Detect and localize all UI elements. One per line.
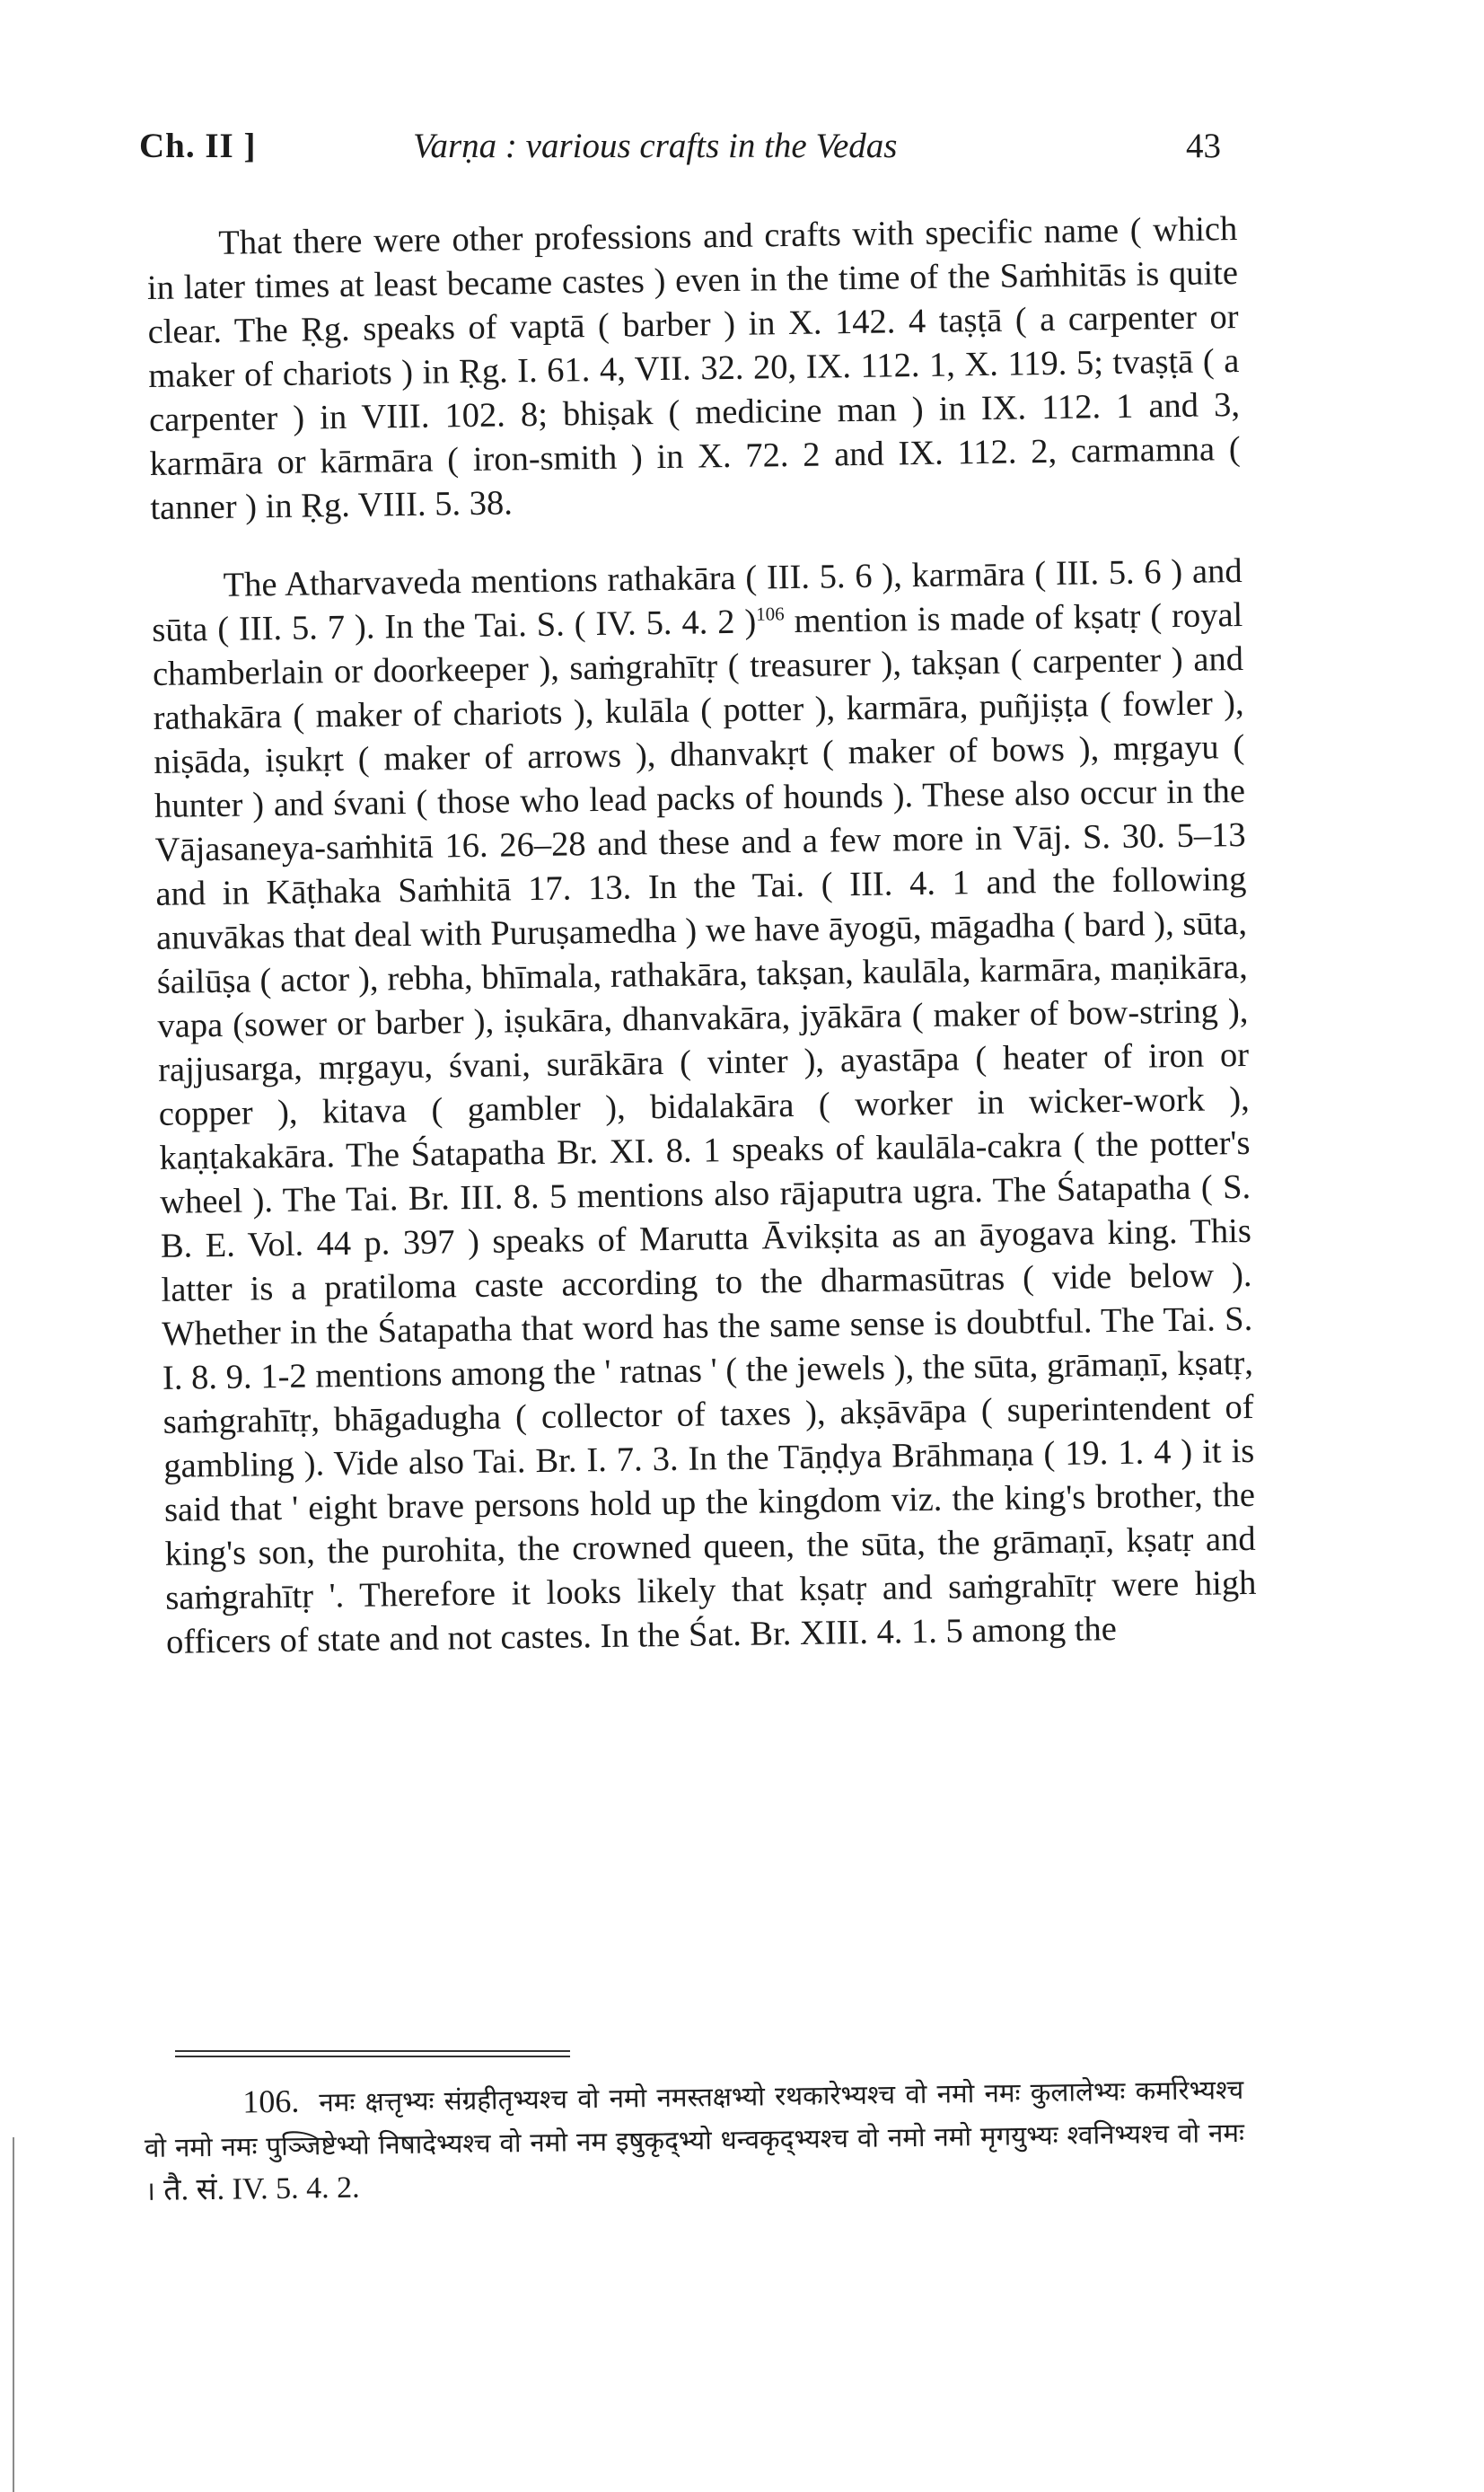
footnote-reference[interactable]: 106 [755, 603, 785, 625]
running-title: Varṇa : various crafts in the Vedas [413, 127, 898, 165]
body-text [146, 207, 1257, 1665]
scan-binding-edge [13, 2137, 14, 2492]
paragraph-crafts-rgveda: That there were other professions and crafts with specific name ( which in later times at least became castes ) even in the time of the Saṁhitās is quite clear. The Ṛg. speaks of vaptā ( barber ) in X. 142. 4 taṣṭā ( a carpenter or maker of chariots ) in Ṛg. I. 61. 4, VII. 32. 20, IX. 112. 1, X. 119. 5; tvaṣṭā ( a carpenter ) in VIII. 102. 8; bhiṣak ( medicine man ) in IX. 112. 1 and 3, karmāra or kārmāra ( iron-smith ) in X. 72. 2 and IX. 112. 2, carmamna ( tanner ) in Ṛg. VIII. 5. 38. [146, 210, 1241, 527]
paragraph-text-after-note: mention is made of kṣatṛ ( royal chamberlain or doorkeeper ), saṁgrahītṛ ( treasurer ), takṣan ( carpenter ) and rathakāra ( maker of chariots ), kulāla ( potter ), karmāra, puñjiṣṭa ( fowler ), niṣāda, iṣukṛt ( maker of arrows ), dhanvakṛt ( maker of bows ), mṛgayu ( hunter ) and śvani ( those who lead packs of hounds ). These also occur in the Vājasaneya-saṁhitā 16. 26–28 and these and a few more in Vāj. S. 30. 5–13 and in Kāṭhaka Saṁhitā 17. 13. In the Tai. ( III. 4. 1 and the following anuvākas that deal with Puruṣamedha ) we have āyogū, māgadha ( bard ), sūta, śailūṣa ( actor ), rebha, bhīmala, rathakāra, takṣan, kaulāla, karmāra, maṇikāra, vapa (sower or barber ), iṣukāra, dhanvakāra, jyākāra ( maker of bow-string ), rajjusarga, mṛgayu, śvani, surākāra ( vinter ), ayastāpa ( heater of iron or copper ), kitava ( gambler ), bidalakāra ( worker in wicker-work ), kaṇṭakakāra. The Śatapatha Br. XI. 8. 1 speaks of kaulāla-cakra ( the potter's wheel ). The Tai. Br. III. 8. 5 mentions also rājaputra ugra. The Śatapatha ( S. B. E. Vol. 44 p. 397 ) speaks of Marutta Āvikṣita as an āyogava king. This latter is a pratiloma caste according to the dharmasūtras ( vide below ). Whether in the Śatapatha that word has the same sense is doubtful. The Tai. S. I. 8. 9. 1-2 mentions among the ' ratnas ' ( the jewels ), the sūta, grāmaṇī, kṣatṛ, saṁgrahītṛ, bhāgadugha ( collector of taxes ), akṣāvāpa ( superintendent of gambling ). Vide also Tai. Br. I. 7. 3. In the Tāṇḍya Brāhmaṇa ( 19. 1. 4 ) it is said that ' eight brave persons hold up the kingdom viz. the king's brother, the king's son, the purohita, the crowned queen, the sūta, the grāmaṇī, kṣatṛ and saṁgrahītṛ '. Therefore it looks likely that kṣatṛ and saṁgrahītṛ were high officers of state and not castes. In the Śat. Br. XIII. 4. 1. 5 among the [152, 595, 1257, 1661]
footnote-sanskrit-text: नमः क्षत्तृभ्यः संग्रहीतृभ्यश्च वो नमो नमस्तक्षभ्यो रथकारेभ्यश्च वो नमो नमः कुलालेभ्यः कर्मारेभ्यश्च वो नमो नमः पुञ्जिष्टेभ्यो निषादेभ्यश्च वो नमो नम इषुकृद्भ्यो धन्वकृद्भ्यश्च वो नमो नमो मृगयुभ्यः श्वनिभ्यश्च वो नमः । [144, 2074, 1245, 2206]
paragraph-atharvaveda-crafts [151, 550, 1257, 1665]
chapter-label: Ch. II ] [139, 127, 257, 165]
footnote-divider [175, 2050, 570, 2057]
footnote-source-reference: तै. सं. IV. 5. 4. 2. [163, 2171, 360, 2207]
footnote-106 [144, 2066, 1245, 2213]
page-number: 43 [1186, 127, 1221, 165]
paragraph-text-before-note: The Atharvaveda mentions rathakāra ( III. 5. 6 ), karmāra ( III. 5. 6 ) and sūta ( III. 5. 7 ). In the Tai. S. ( IV. 5. 4. 2 ) [152, 551, 1243, 649]
page-header [139, 126, 1221, 180]
footnote-number: 106. [242, 2083, 300, 2120]
